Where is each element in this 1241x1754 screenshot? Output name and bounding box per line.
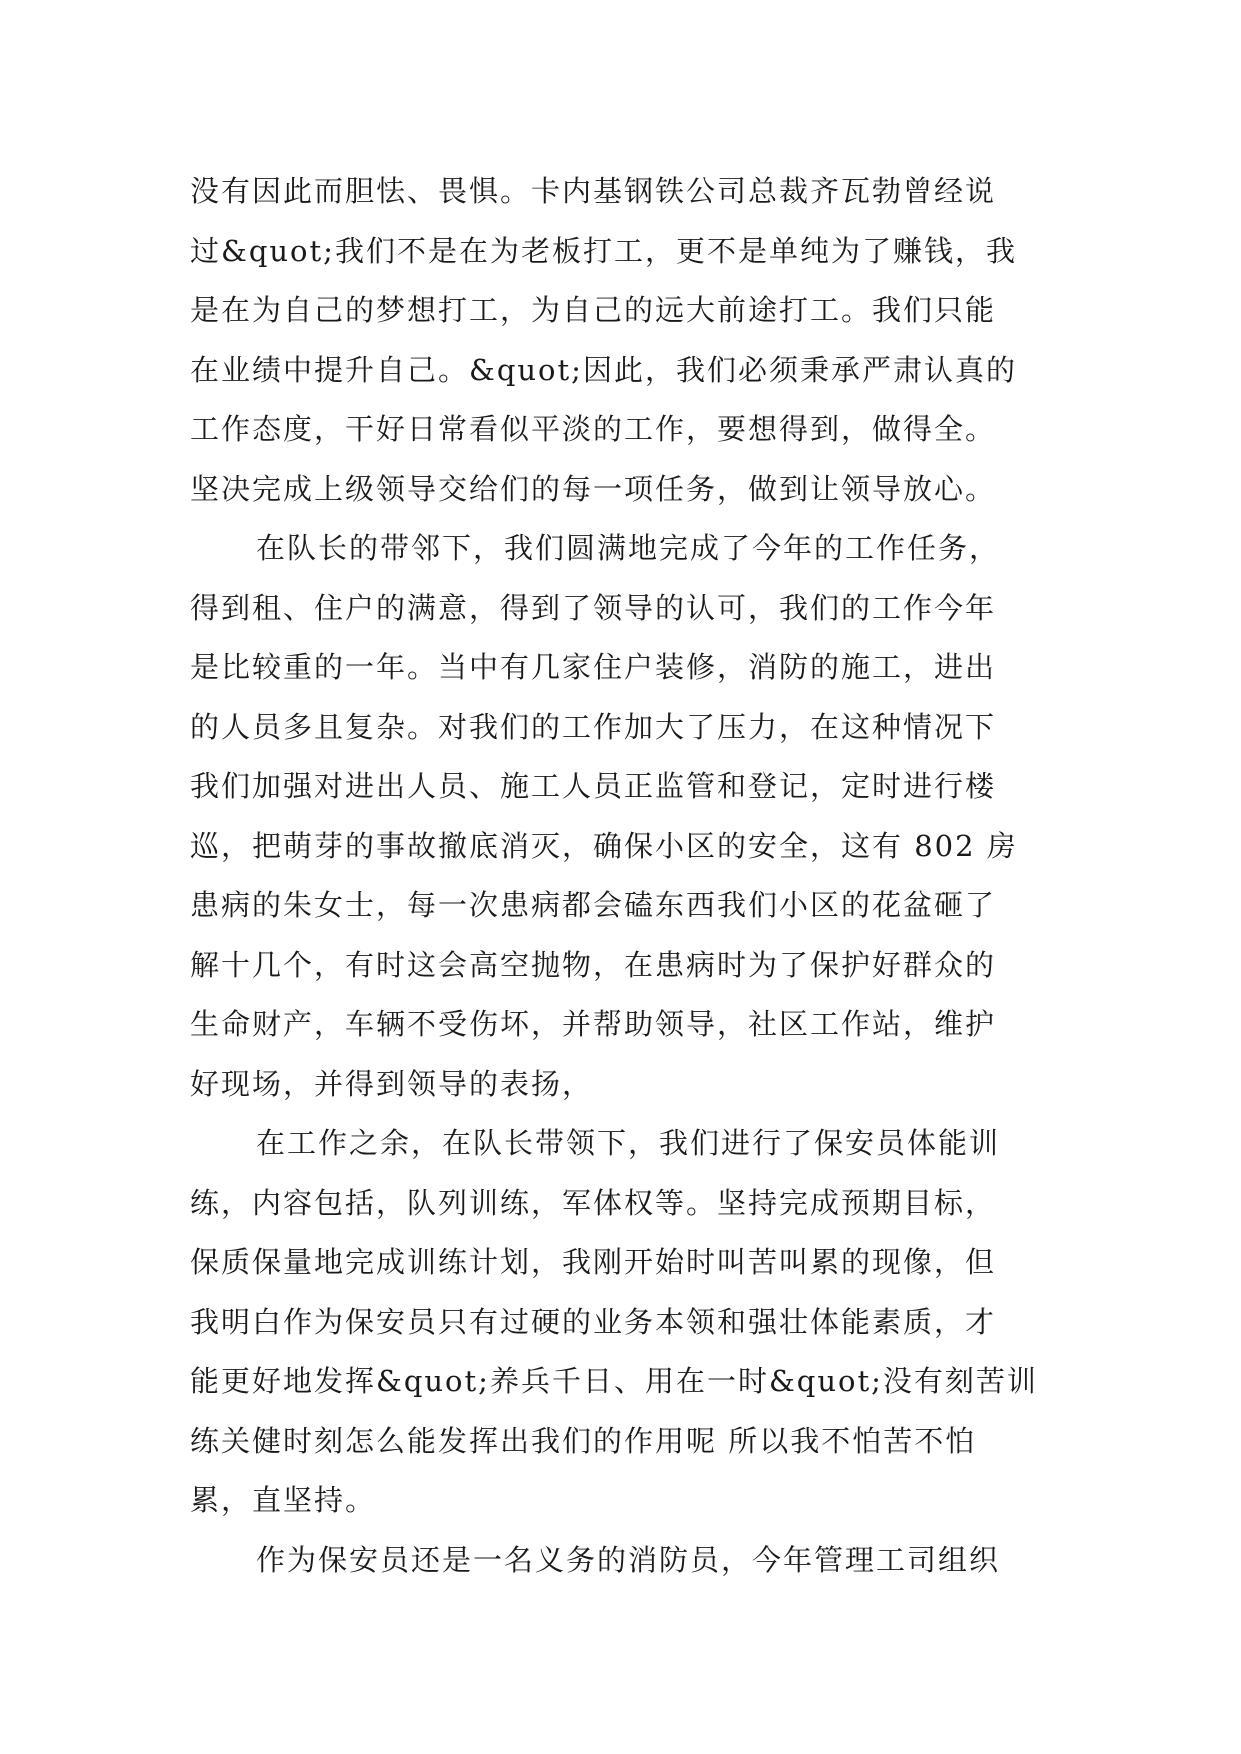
text-line: 我们加强对进出人员、施工人员正监管和登记，定时进行楼 (190, 769, 997, 803)
text-line: 累，直坚持。 (190, 1483, 377, 1517)
text-line: 过&quot;我们不是在为老板打工，更不是单纯为了赚钱，我 (190, 233, 1017, 268)
text-line: 没有因此而胆怯、畏惧。卡内基钢铁公司总裁齐瓦勃曾经说 (190, 174, 997, 208)
text-line: 能更好地发挥&quot;养兵千日、用在一时&quot;没有刻苦训 (190, 1364, 1038, 1398)
text-line: 得到租、住户的满意，得到了领导的认可，我们的工作今年 (190, 590, 997, 625)
text-line: 工作态度，干好日常看似平淡的工作，要想得到，做得全。 (190, 412, 997, 446)
text-line: 在队长的带邻下，我们圆满地完成了今年的工作任务， (256, 531, 1001, 565)
text-line: 坚决完成上级领导交给们的每一项任务，做到让领导放心。 (190, 471, 997, 506)
text-line: 是在为自己的梦想打工，为自己的远大前途打工。我们只能 (190, 293, 997, 327)
text-line: 练，内容包括，队列训练，军体权等。坚持完成预期目标， (190, 1185, 997, 1220)
text-line: 练关健时刻怎么能发挥出我们的作用呢 所以我不怕苦不怕 (190, 1423, 977, 1458)
text-line: 巡，把萌芽的事故撤底消灭，确保小区的安全，这有 802 房 (190, 828, 1018, 863)
text-line: 作为保安员还是一名义务的消防员，今年管理工司组织 (256, 1542, 1001, 1577)
body-text (190, 162, 1070, 1590)
text-line: 好现场，并得到领导的表扬， (190, 1066, 594, 1101)
text-line: 的人员多且复杂。对我们的工作加大了压力，在这种情况下 (190, 709, 997, 744)
text-line: 解十几个，有时这会高空抛物，在患病时为了保护好群众的 (190, 947, 997, 982)
text-line: 保质保量地完成训练计划，我刚开始时叫苦叫累的现像，但 (190, 1245, 997, 1279)
text-line: 患病的朱女士，每一次患病都会磕东西我们小区的花盆砸了 (190, 888, 997, 922)
text-line: 生命财产，车辆不受伤坏，并帮助领导，社区工作站，维护 (190, 1007, 997, 1041)
text-line: 在业绩中提升自己。&quot;因此，我们必须秉承严肃认真的 (190, 352, 1017, 387)
text-line: 在工作之余，在队长带领下，我们进行了保安员体能训 (256, 1126, 1001, 1160)
text-line: 我明白作为保安员只有过硬的业务本领和强壮体能素质，才 (190, 1304, 997, 1339)
text-line: 是比较重的一年。当中有几家住户装修，消防的施工，进出 (190, 650, 997, 684)
